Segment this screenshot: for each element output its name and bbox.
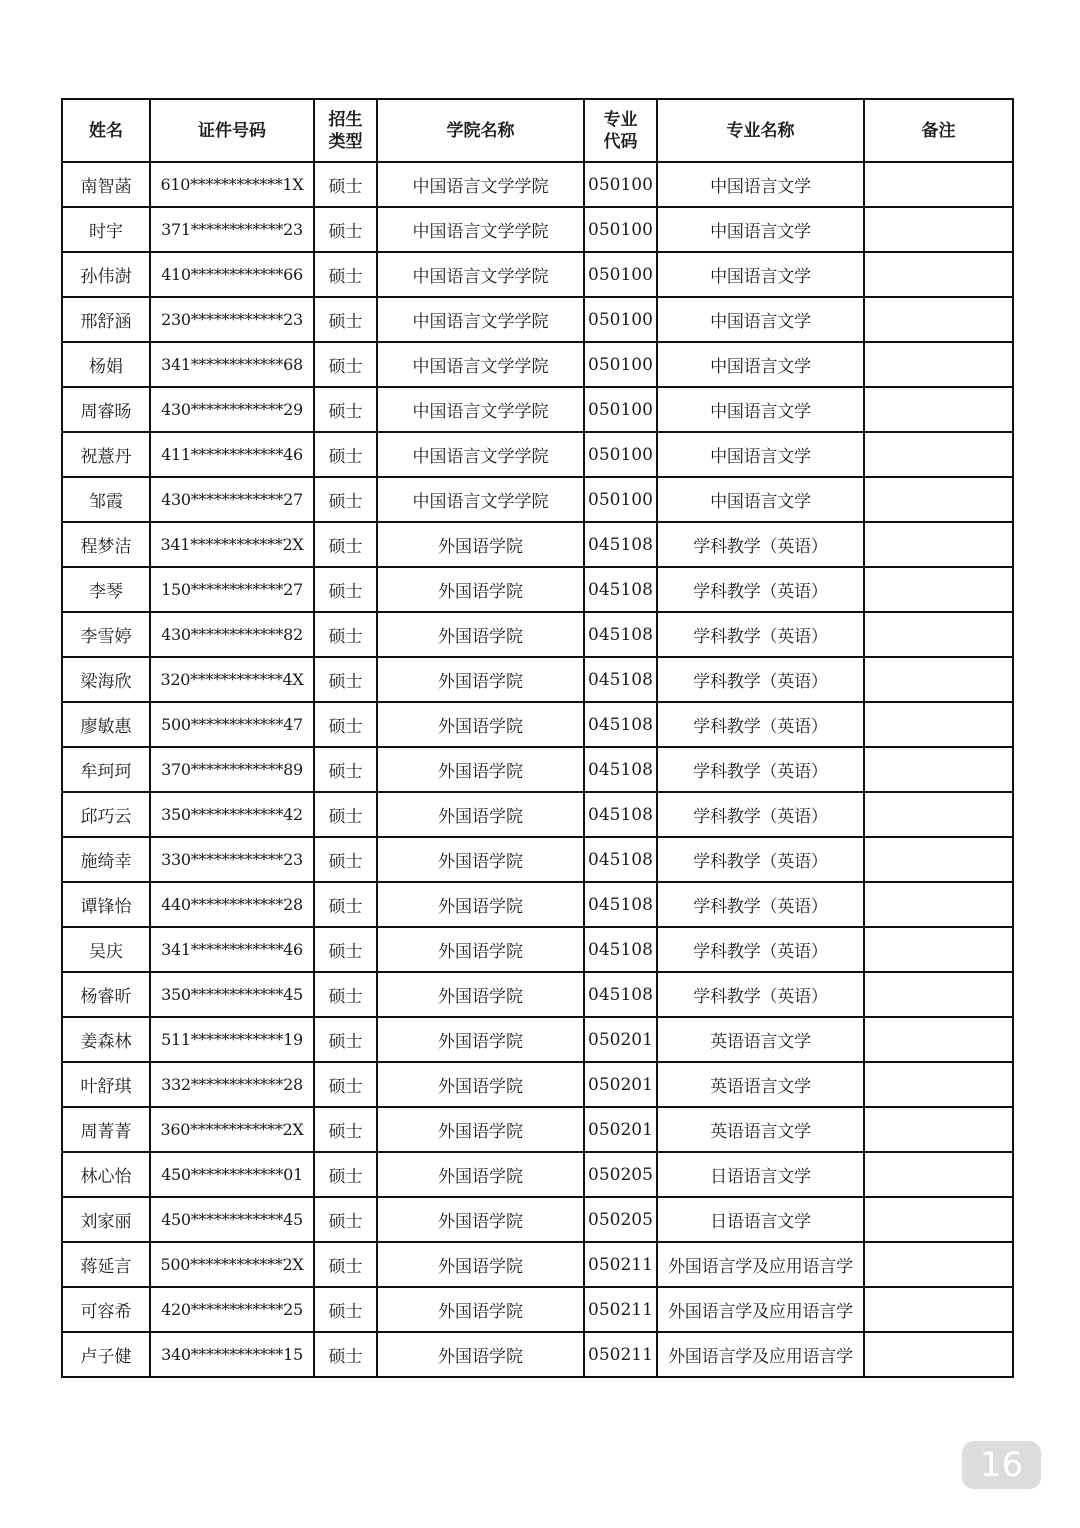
- table-row: [62, 432, 1013, 477]
- cell-college: 外国语学院: [377, 567, 584, 612]
- table-row: [62, 297, 1013, 342]
- cell-name: 邱巧云: [62, 792, 150, 837]
- cell-name: 谭锋怡: [62, 882, 150, 927]
- cell-remark: [864, 1242, 1013, 1287]
- cell-major-code: 050100: [584, 342, 657, 387]
- cell-enroll-type: 硕士: [314, 342, 377, 387]
- cell-remark: [864, 342, 1013, 387]
- header-remarks: 备注: [864, 99, 1013, 162]
- cell-major-name: 学科教学（英语）: [657, 702, 864, 747]
- cell-major-code: 050100: [584, 252, 657, 297]
- cell-enroll-type: 硕士: [314, 387, 377, 432]
- cell-remark: [864, 1197, 1013, 1242]
- cell-name: 牟珂珂: [62, 747, 150, 792]
- cell-enroll-type: 硕士: [314, 252, 377, 297]
- cell-name: 孙伟澍: [62, 252, 150, 297]
- cell-major-name: 学科教学（英语）: [657, 837, 864, 882]
- cell-enroll-type: 硕士: [314, 657, 377, 702]
- cell-remark: [864, 792, 1013, 837]
- table-row: [62, 387, 1013, 432]
- cell-major-name: 外国语言学及应用语言学: [657, 1332, 864, 1377]
- cell-major-name: 英语语言文学: [657, 1107, 864, 1152]
- table-row: [62, 1062, 1013, 1107]
- cell-major-name: 学科教学（英语）: [657, 522, 864, 567]
- cell-name: 周菁菁: [62, 1107, 150, 1152]
- table-row: [62, 342, 1013, 387]
- cell-remark: [864, 1152, 1013, 1197]
- cell-remark: [864, 1107, 1013, 1152]
- cell-name: 邢舒涵: [62, 297, 150, 342]
- cell-enroll-type: 硕士: [314, 927, 377, 972]
- cell-major-name: 中国语言文学: [657, 207, 864, 252]
- cell-id-number: 371************23: [150, 207, 314, 252]
- table-row: [62, 612, 1013, 657]
- cell-enroll-type: 硕士: [314, 567, 377, 612]
- cell-enroll-type: 硕士: [314, 612, 377, 657]
- header-major-name: 专业名称: [657, 99, 864, 162]
- cell-id-number: 610************1X: [150, 162, 314, 207]
- cell-enroll-type: 硕士: [314, 297, 377, 342]
- cell-name: 南智菡: [62, 162, 150, 207]
- cell-major-name: 中国语言文学: [657, 387, 864, 432]
- cell-major-code: 050205: [584, 1152, 657, 1197]
- table-row: [62, 522, 1013, 567]
- cell-college: 中国语言文学学院: [377, 477, 584, 522]
- header-major-code-line2: 代码: [603, 131, 638, 152]
- cell-id-number: 430************29: [150, 387, 314, 432]
- cell-college: 中国语言文学学院: [377, 162, 584, 207]
- cell-college: 外国语学院: [377, 882, 584, 927]
- cell-major-code: 050211: [584, 1242, 657, 1287]
- cell-id-number: 340************15: [150, 1332, 314, 1377]
- cell-remark: [864, 162, 1013, 207]
- cell-major-code: 045108: [584, 657, 657, 702]
- table-row: [62, 792, 1013, 837]
- cell-enroll-type: 硕士: [314, 1287, 377, 1332]
- cell-college: 外国语学院: [377, 927, 584, 972]
- cell-name: 施绮幸: [62, 837, 150, 882]
- cell-major-name: 学科教学（英语）: [657, 747, 864, 792]
- cell-id-number: 150************27: [150, 567, 314, 612]
- cell-remark: [864, 432, 1013, 477]
- cell-major-name: 学科教学（英语）: [657, 972, 864, 1017]
- cell-name: 祝薏丹: [62, 432, 150, 477]
- cell-id-number: 411************46: [150, 432, 314, 477]
- cell-major-name: 学科教学（英语）: [657, 567, 864, 612]
- cell-college: 外国语学院: [377, 1062, 584, 1107]
- header-major-code: [584, 99, 657, 162]
- cell-major-name: 中国语言文学: [657, 162, 864, 207]
- table-row: [62, 162, 1013, 207]
- cell-name: 叶舒琪: [62, 1062, 150, 1107]
- cell-enroll-type: 硕士: [314, 747, 377, 792]
- table-header-row: [62, 99, 1013, 162]
- cell-major-code: 050100: [584, 432, 657, 477]
- cell-major-code: 045108: [584, 567, 657, 612]
- cell-college: 外国语学院: [377, 1287, 584, 1332]
- cell-remark: [864, 297, 1013, 342]
- table-row: [62, 927, 1013, 972]
- cell-enroll-type: 硕士: [314, 837, 377, 882]
- cell-id-number: 511************19: [150, 1017, 314, 1062]
- cell-id-number: 341************68: [150, 342, 314, 387]
- table-row: [62, 702, 1013, 747]
- table-row: [62, 882, 1013, 927]
- cell-id-number: 350************45: [150, 972, 314, 1017]
- header-id-number: 证件号码: [150, 99, 314, 162]
- cell-major-code: 045108: [584, 522, 657, 567]
- cell-remark: [864, 1332, 1013, 1377]
- cell-major-name: 中国语言文学: [657, 342, 864, 387]
- cell-major-code: 050201: [584, 1017, 657, 1062]
- cell-remark: [864, 522, 1013, 567]
- header-enroll-type-line2: 类型: [328, 131, 363, 152]
- cell-college: 中国语言文学学院: [377, 207, 584, 252]
- cell-id-number: 341************2X: [150, 522, 314, 567]
- cell-name: 吴庆: [62, 927, 150, 972]
- cell-remark: [864, 747, 1013, 792]
- table-row: [62, 837, 1013, 882]
- cell-enroll-type: 硕士: [314, 882, 377, 927]
- cell-college: 外国语学院: [377, 702, 584, 747]
- cell-remark: [864, 927, 1013, 972]
- cell-major-code: 050100: [584, 207, 657, 252]
- table-row: [62, 1287, 1013, 1332]
- cell-remark: [864, 387, 1013, 432]
- cell-major-name: 学科教学（英语）: [657, 657, 864, 702]
- cell-remark: [864, 657, 1013, 702]
- cell-college: 外国语学院: [377, 1152, 584, 1197]
- cell-id-number: 370************89: [150, 747, 314, 792]
- header-major-code-line1: 专业: [603, 109, 638, 130]
- cell-major-name: 学科教学（英语）: [657, 612, 864, 657]
- cell-major-code: 050201: [584, 1062, 657, 1107]
- cell-id-number: 320************4X: [150, 657, 314, 702]
- cell-major-code: 045108: [584, 702, 657, 747]
- cell-name: 刘家丽: [62, 1197, 150, 1242]
- cell-id-number: 500************2X: [150, 1242, 314, 1287]
- page-number-badge: 16: [962, 1441, 1041, 1489]
- cell-major-code: 045108: [584, 792, 657, 837]
- cell-college: 外国语学院: [377, 612, 584, 657]
- cell-college: 外国语学院: [377, 1332, 584, 1377]
- cell-major-name: 学科教学（英语）: [657, 882, 864, 927]
- cell-name: 李雪婷: [62, 612, 150, 657]
- cell-remark: [864, 1287, 1013, 1332]
- cell-major-code: 050201: [584, 1107, 657, 1152]
- cell-major-code: 045108: [584, 837, 657, 882]
- cell-major-code: 050100: [584, 162, 657, 207]
- cell-enroll-type: 硕士: [314, 162, 377, 207]
- table-row: [62, 657, 1013, 702]
- cell-enroll-type: 硕士: [314, 972, 377, 1017]
- cell-college: 中国语言文学学院: [377, 432, 584, 477]
- cell-remark: [864, 882, 1013, 927]
- cell-enroll-type: 硕士: [314, 522, 377, 567]
- cell-major-code: 050205: [584, 1197, 657, 1242]
- table-body: [62, 162, 1013, 1377]
- cell-major-name: 英语语言文学: [657, 1017, 864, 1062]
- cell-major-name: 外国语言学及应用语言学: [657, 1287, 864, 1332]
- cell-id-number: 330************23: [150, 837, 314, 882]
- cell-major-name: 日语语言文学: [657, 1152, 864, 1197]
- cell-enroll-type: 硕士: [314, 477, 377, 522]
- cell-major-code: 045108: [584, 612, 657, 657]
- cell-enroll-type: 硕士: [314, 432, 377, 477]
- table-row: [62, 477, 1013, 522]
- cell-college: 外国语学院: [377, 792, 584, 837]
- cell-id-number: 420************25: [150, 1287, 314, 1332]
- cell-remark: [864, 1017, 1013, 1062]
- table-row: [62, 1017, 1013, 1062]
- cell-college: 外国语学院: [377, 657, 584, 702]
- cell-college: 中国语言文学学院: [377, 387, 584, 432]
- cell-college: 外国语学院: [377, 1107, 584, 1152]
- cell-major-code: 045108: [584, 927, 657, 972]
- cell-major-code: 045108: [584, 972, 657, 1017]
- cell-college: 外国语学院: [377, 522, 584, 567]
- cell-major-name: 中国语言文学: [657, 432, 864, 477]
- cell-college: 中国语言文学学院: [377, 342, 584, 387]
- cell-remark: [864, 252, 1013, 297]
- cell-college: 中国语言文学学院: [377, 252, 584, 297]
- cell-major-code: 050100: [584, 387, 657, 432]
- cell-name: 周睿旸: [62, 387, 150, 432]
- cell-id-number: 350************42: [150, 792, 314, 837]
- table-row: [62, 1197, 1013, 1242]
- cell-remark: [864, 567, 1013, 612]
- cell-id-number: 230************23: [150, 297, 314, 342]
- cell-remark: [864, 837, 1013, 882]
- cell-name: 程梦洁: [62, 522, 150, 567]
- cell-major-code: 050211: [584, 1287, 657, 1332]
- cell-id-number: 500************47: [150, 702, 314, 747]
- table-row: [62, 972, 1013, 1017]
- table-row: [62, 747, 1013, 792]
- cell-remark: [864, 1062, 1013, 1107]
- cell-major-code: 050100: [584, 297, 657, 342]
- cell-enroll-type: 硕士: [314, 1062, 377, 1107]
- cell-college: 外国语学院: [377, 1017, 584, 1062]
- cell-major-code: 050211: [584, 1332, 657, 1377]
- cell-enroll-type: 硕士: [314, 1152, 377, 1197]
- cell-remark: [864, 612, 1013, 657]
- cell-name: 姜森林: [62, 1017, 150, 1062]
- cell-major-code: 050100: [584, 477, 657, 522]
- cell-major-name: 中国语言文学: [657, 477, 864, 522]
- cell-major-name: 学科教学（英语）: [657, 927, 864, 972]
- cell-name: 邹霞: [62, 477, 150, 522]
- cell-id-number: 430************82: [150, 612, 314, 657]
- cell-id-number: 430************27: [150, 477, 314, 522]
- cell-remark: [864, 477, 1013, 522]
- cell-id-number: 450************01: [150, 1152, 314, 1197]
- header-college: 学院名称: [377, 99, 584, 162]
- header-name: 姓名: [62, 99, 150, 162]
- cell-major-name: 中国语言文学: [657, 252, 864, 297]
- table-row: [62, 252, 1013, 297]
- admission-list-table: [61, 98, 1014, 1378]
- cell-college: 中国语言文学学院: [377, 297, 584, 342]
- cell-name: 杨娟: [62, 342, 150, 387]
- cell-college: 外国语学院: [377, 1197, 584, 1242]
- table-row: [62, 1332, 1013, 1377]
- cell-enroll-type: 硕士: [314, 1107, 377, 1152]
- cell-major-name: 日语语言文学: [657, 1197, 864, 1242]
- cell-enroll-type: 硕士: [314, 1197, 377, 1242]
- table-row: [62, 567, 1013, 612]
- cell-major-name: 中国语言文学: [657, 297, 864, 342]
- table-row: [62, 1152, 1013, 1197]
- cell-enroll-type: 硕士: [314, 1017, 377, 1062]
- cell-major-code: 045108: [584, 747, 657, 792]
- cell-id-number: 341************46: [150, 927, 314, 972]
- cell-id-number: 332************28: [150, 1062, 314, 1107]
- cell-major-name: 学科教学（英语）: [657, 792, 864, 837]
- cell-id-number: 410************66: [150, 252, 314, 297]
- cell-name: 可容希: [62, 1287, 150, 1332]
- cell-major-name: 外国语言学及应用语言学: [657, 1242, 864, 1287]
- cell-remark: [864, 972, 1013, 1017]
- header-enroll-type: [314, 99, 377, 162]
- cell-college: 外国语学院: [377, 837, 584, 882]
- cell-name: 林心怡: [62, 1152, 150, 1197]
- table-row: [62, 1242, 1013, 1287]
- cell-college: 外国语学院: [377, 1242, 584, 1287]
- cell-college: 外国语学院: [377, 972, 584, 1017]
- header-enroll-type-line1: 招生: [328, 109, 363, 130]
- cell-enroll-type: 硕士: [314, 792, 377, 837]
- cell-college: 外国语学院: [377, 747, 584, 792]
- cell-enroll-type: 硕士: [314, 702, 377, 747]
- cell-name: 廖敏惠: [62, 702, 150, 747]
- cell-id-number: 360************2X: [150, 1107, 314, 1152]
- cell-name: 李琴: [62, 567, 150, 612]
- cell-name: 梁海欣: [62, 657, 150, 702]
- table-row: [62, 207, 1013, 252]
- cell-major-name: 英语语言文学: [657, 1062, 864, 1107]
- cell-name: 卢子健: [62, 1332, 150, 1377]
- cell-remark: [864, 207, 1013, 252]
- cell-remark: [864, 702, 1013, 747]
- table-row: [62, 1107, 1013, 1152]
- cell-enroll-type: 硕士: [314, 1332, 377, 1377]
- cell-major-code: 045108: [584, 882, 657, 927]
- cell-id-number: 440************28: [150, 882, 314, 927]
- cell-name: 蒋延言: [62, 1242, 150, 1287]
- cell-enroll-type: 硕士: [314, 207, 377, 252]
- cell-name: 时宇: [62, 207, 150, 252]
- cell-name: 杨睿昕: [62, 972, 150, 1017]
- cell-id-number: 450************45: [150, 1197, 314, 1242]
- cell-enroll-type: 硕士: [314, 1242, 377, 1287]
